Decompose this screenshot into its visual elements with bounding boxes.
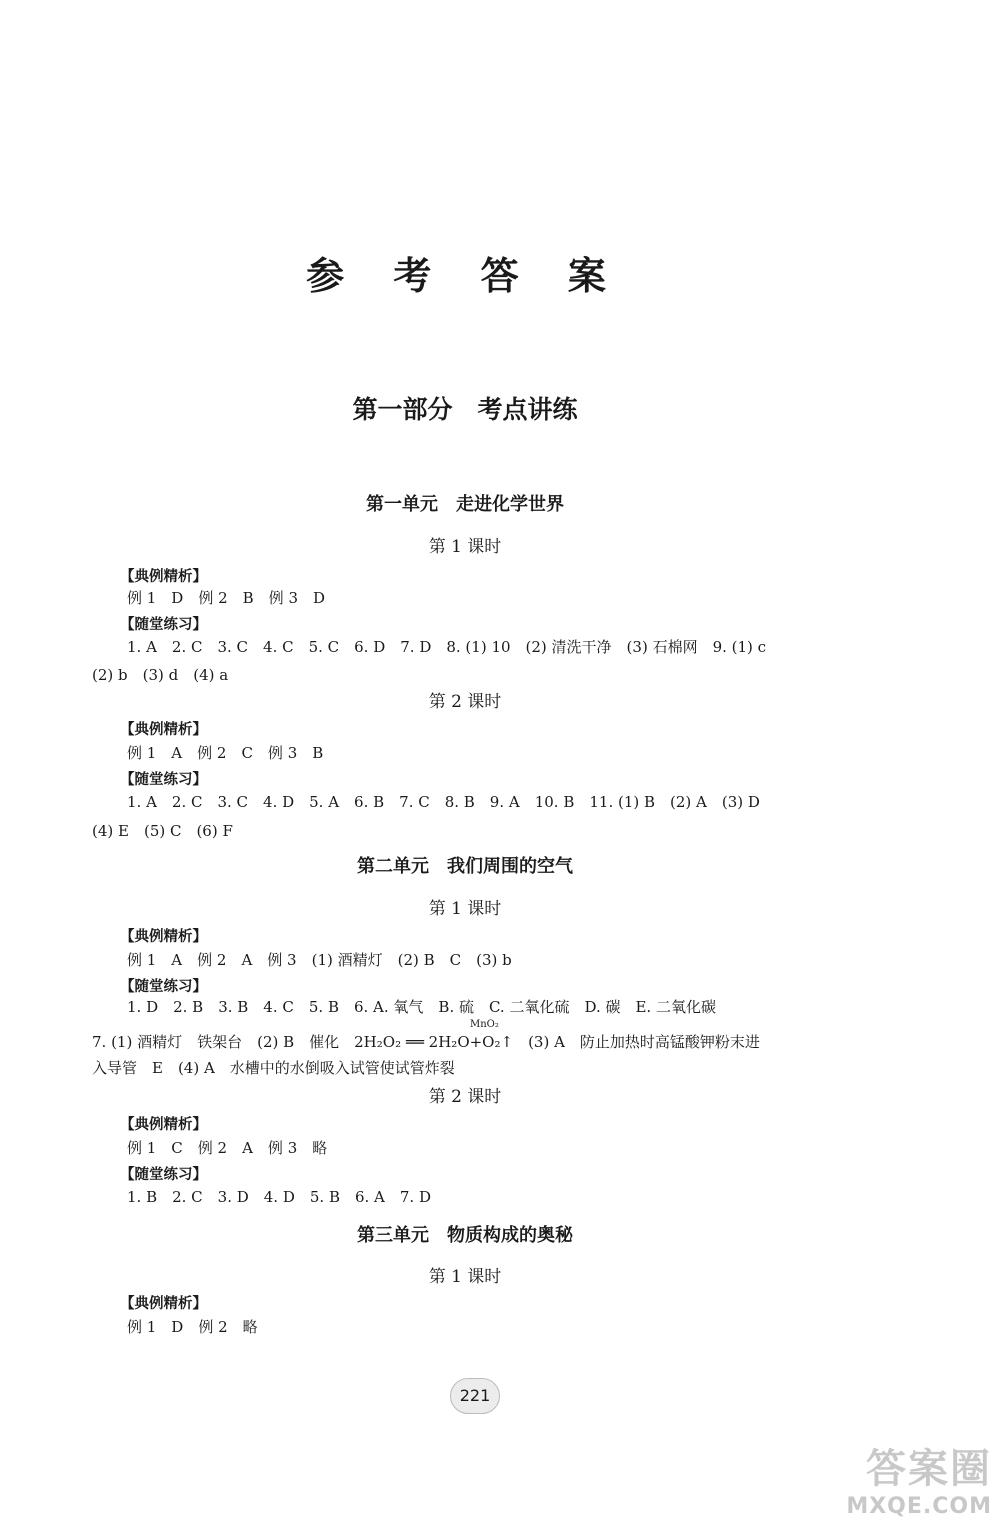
practice-section-label: 【随堂练习】 xyxy=(120,1167,207,1183)
example-section-label: 【典例精析】 xyxy=(120,1117,207,1133)
answer-line: 1. A 2. C 3. C 4. C 5. C 6. D 7. D 8. (1) 10 (2) 清洗干净 (3) 石棉网 9. (1) c xyxy=(127,638,767,656)
catalyst-label: MnO₂ xyxy=(470,1019,499,1030)
unit-1-heading: 第一单元 走进化学世界 xyxy=(366,494,564,515)
unit-3-lesson-1-heading: 第 1 课时 xyxy=(428,1267,502,1287)
practice-section-label: 【随堂练习】 xyxy=(120,979,207,995)
answer-line: 1. D 2. B 3. B 4. C 5. B 6. A. 氧气 B. 硫 C. 二氧化硫 D. 碳 E. 二氧化碳 xyxy=(127,998,716,1016)
unit-2-heading: 第二单元 我们周围的空气 xyxy=(357,856,573,877)
example-section-label: 【典例精析】 xyxy=(120,569,207,585)
unit-1-lesson-1-heading: 第 1 课时 xyxy=(428,537,502,557)
unit-2-lesson-2-heading: 第 2 课时 xyxy=(428,1087,502,1107)
example-section-label: 【典例精析】 xyxy=(120,1296,207,1312)
answer-line-continued: 7. (1) 酒精灯 铁架台 (2) B 催化 2H₂O₂ ══ 2H₂O+O₂↑ (3) A 防止加热时高锰酸钾粉末进 xyxy=(92,1033,760,1051)
watermark xyxy=(846,1437,992,1519)
page-title: 参 考 答 案 xyxy=(306,254,624,298)
answer-line: 例 1 D 例 2 B 例 3 D xyxy=(127,589,326,607)
watermark-url: MXQE.COM xyxy=(846,1494,992,1519)
part-heading: 第一部分 考点讲练 xyxy=(352,395,578,424)
answer-line-continued: (2) b (3) d (4) a xyxy=(92,666,229,684)
answer-line-continued: 入导管 E (4) A 水槽中的水倒吸入试管使试管炸裂 xyxy=(92,1059,455,1077)
unit-2-lesson-1-heading: 第 1 课时 xyxy=(428,899,502,919)
answer-line: 1. B 2. C 3. D 4. D 5. B 6. A 7. D xyxy=(127,1188,431,1206)
answer-line: 例 1 A 例 2 A 例 3 (1) 酒精灯 (2) B C (3) b xyxy=(127,951,512,969)
watermark-text: 答案圈 xyxy=(866,1446,992,1492)
practice-section-label: 【随堂练习】 xyxy=(120,617,207,633)
example-section-label: 【典例精析】 xyxy=(120,722,207,738)
page-number: 221 xyxy=(450,1378,500,1414)
unit-3-heading: 第三单元 物质构成的奥秘 xyxy=(357,1225,573,1246)
unit-1-lesson-2-heading: 第 2 课时 xyxy=(428,692,502,712)
answer-line: 1. A 2. C 3. C 4. D 5. A 6. B 7. C 8. B 9. A 10. B 11. (1) B (2) A (3) D xyxy=(127,793,760,811)
answer-line: 例 1 D 例 2 略 xyxy=(127,1318,258,1336)
answer-line-continued: (4) E (5) C (6) F xyxy=(92,822,233,840)
answer-line: 例 1 A 例 2 C 例 3 B xyxy=(127,744,324,762)
practice-section-label: 【随堂练习】 xyxy=(120,772,207,788)
example-section-label: 【典例精析】 xyxy=(120,929,207,945)
answer-line: 例 1 C 例 2 A 例 3 略 xyxy=(127,1139,328,1157)
